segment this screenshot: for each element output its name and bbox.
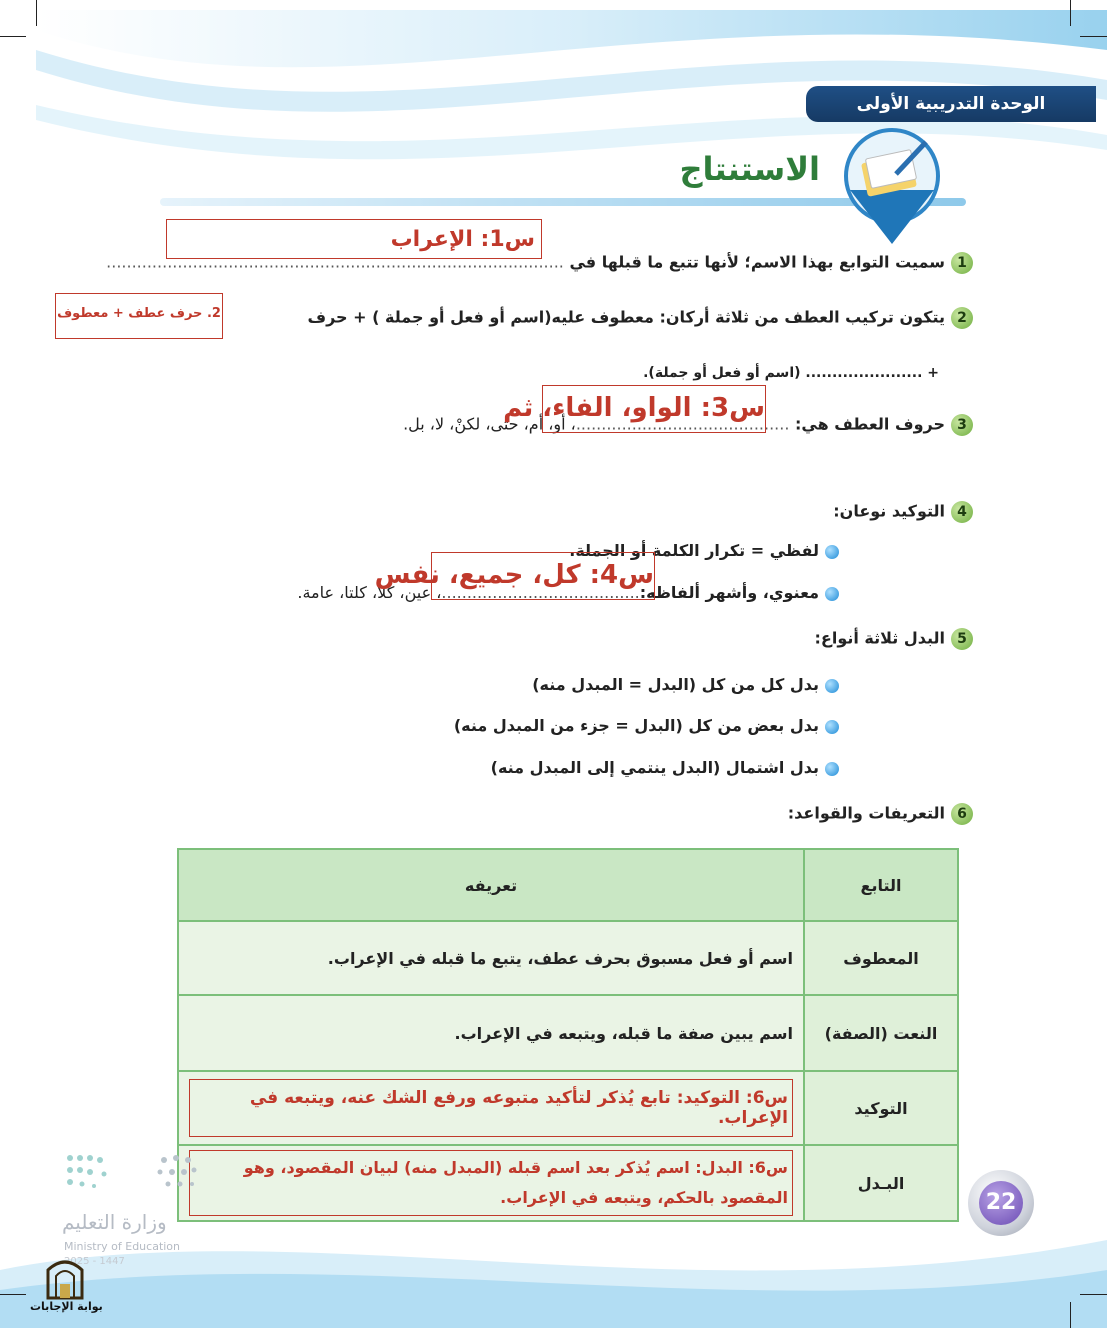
item-number-badge: 4: [951, 501, 973, 523]
item-6: [788, 803, 973, 825]
blank-line: ..........................................: [575, 414, 790, 434]
table-cell-term: التوكيد: [804, 1071, 958, 1145]
crop-mark: [0, 1294, 26, 1295]
table-cell-definition: اسم يبين صفة ما قبله، ويتبعه في الإعراب.: [178, 995, 804, 1071]
table-row: [178, 921, 958, 995]
table-row: [178, 1145, 958, 1221]
table-header-row: [178, 849, 958, 921]
column-header-definition: تعريفه: [178, 849, 804, 921]
section-title: الاستنتاج: [679, 150, 820, 188]
bullet-icon: [825, 587, 839, 601]
definitions-table: [177, 848, 959, 1222]
item-2: [308, 307, 974, 329]
portal-logo-icon: [44, 1254, 86, 1300]
crop-mark: [36, 0, 37, 26]
item-4-bullet-2: معنوي، وأشهر ألفاظه:.......................................، عين، كلا، كلتا، عامة.: [297, 583, 839, 602]
answer-box-1: س1: الإعراب: [166, 219, 542, 259]
table-cell-definition: [178, 1145, 804, 1221]
crop-mark: [1070, 0, 1071, 26]
crop-mark: [0, 36, 26, 37]
item-3-rest: ، أو، أم، حتى، لكنْ، لا، بل.: [403, 414, 576, 434]
unit-title-banner: الوحدة التدريبية الأولى: [806, 86, 1096, 122]
crop-mark: [1080, 1294, 1107, 1295]
item-number-badge: 3: [951, 414, 973, 436]
column-header-term: التابع: [804, 849, 958, 921]
item-text: يتكون تركيب العطف من ثلاثة أركان: معطوف عليه(اسم أو فعل أو جملة ) + حرف: [307, 307, 945, 327]
item-4-bullet-1: لفظي = تكرار الكلمة أو الجملة.: [569, 541, 839, 560]
answer-box-6a: س6: التوكيد: تابع يُذكر لتأكيد متبوعه ورفع الشك عنه، ويتبعه في الإعراب.: [189, 1079, 793, 1137]
ministry-name-arabic: وزارة التعليم: [62, 1210, 167, 1234]
item-text: التعريفات والقواعد:: [787, 803, 945, 823]
bullet-icon: [825, 762, 839, 776]
item-2-line2: + ...................... (اسم أو فعل أو جملة).: [643, 365, 939, 381]
item-number-badge: 2: [951, 307, 973, 329]
bullet-icon: [825, 545, 839, 559]
table-cell-definition: اسم أو فعل مسبوق بحرف عطف، يتبع ما قبله في الإعراب.: [178, 921, 804, 995]
notebook-pencil-icon: [834, 128, 950, 246]
table-cell-term: النعت (الصفة): [804, 995, 958, 1071]
item-5-bullet-1: بدل كل من كل (البدل = المبدل منه): [532, 675, 839, 694]
item-5: [815, 628, 974, 650]
item-text: التوكيد نوعان:: [833, 501, 945, 521]
blank-line: .......................................: [441, 583, 640, 602]
ministry-logo-icon: [64, 1150, 200, 1198]
table-cell-definition: [178, 1071, 804, 1145]
table-row: [178, 1071, 958, 1145]
item-5-bullet-3: بدل اشتمال (البدل ينتمي إلى المبدل منه): [491, 758, 839, 777]
item-4: [833, 501, 973, 523]
item-number-badge: 1: [951, 252, 973, 274]
item-text: سميت التوابع بهذا الاسم؛ لأنها تتبع ما قبلها في: [569, 252, 945, 272]
item-text: حروف العطف هي:: [795, 414, 945, 434]
answer-box-2: 2. حرف عطف + معطوف: [55, 293, 223, 339]
blank-line: ..........................................................................................: [106, 252, 564, 272]
ministry-name-english: Ministry of Education: [64, 1240, 181, 1253]
ministry-year: 2025 - 1447: [64, 1256, 125, 1267]
table-cell-term: المعطوف: [804, 921, 958, 995]
crop-mark: [1070, 1302, 1071, 1328]
page-number-badge: [968, 1170, 1034, 1236]
item-5-bullet-2: بدل بعض من كل (البدل = جزء من المبدل منه): [454, 716, 839, 735]
bullet-icon: [825, 720, 839, 734]
answer-box-6b: س6: البدل: اسم يُذكر بعد اسم قبله (المبدل منه) لبيان المقصود، وهو المقصود بالحكم، ويتبعه في الإعراب.: [189, 1150, 793, 1216]
crop-mark: [1080, 36, 1107, 37]
answer-box-3: س3: الواو، الفاء، ثم: [542, 385, 766, 433]
item-number-badge: 5: [951, 628, 973, 650]
bullet-icon: [825, 679, 839, 693]
page-number: 22: [979, 1181, 1023, 1225]
table-cell-term: البـدل: [804, 1145, 958, 1221]
item-text: البدل ثلاثة أنواع:: [814, 628, 945, 648]
table-row: [178, 995, 958, 1071]
answer-box-4: س4: كل، جميع، نفس: [431, 552, 655, 600]
item-number-badge: 6: [951, 803, 973, 825]
portal-name: بوابة الإجابات: [30, 1300, 103, 1313]
